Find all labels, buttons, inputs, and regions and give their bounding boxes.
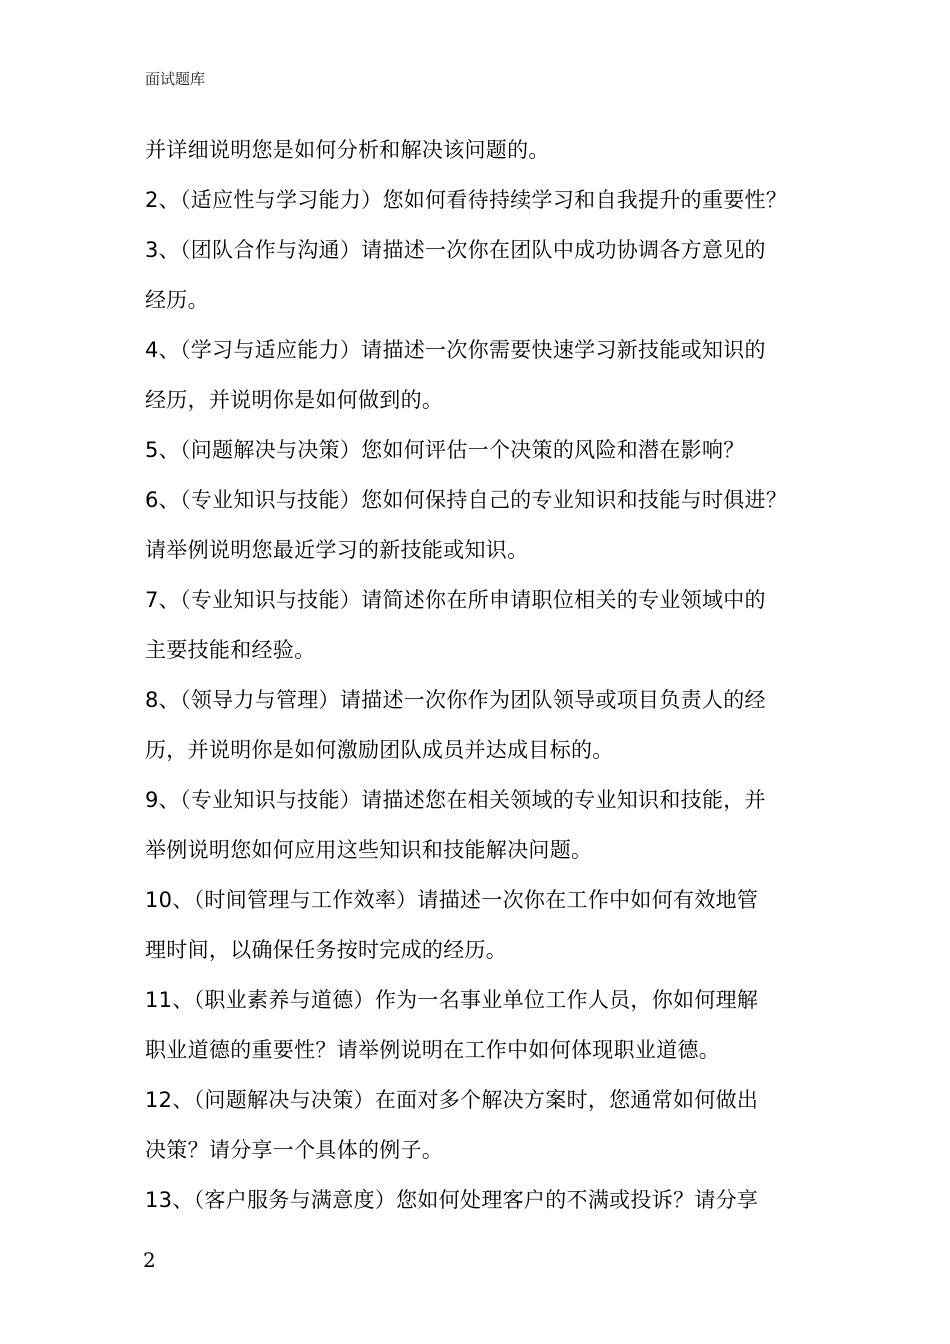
text-line: 主要技能和经验。 — [145, 638, 316, 662]
text-line: 3、（团队合作与沟通）请描述一次你在团队中成功协调各方意见的 — [145, 238, 766, 262]
text-line: 5、（问题解决与决策）您如何评估一个决策的风险和潜在影响？ — [145, 438, 745, 462]
text-line: 经历。 — [145, 288, 209, 312]
text-line: 7、（专业知识与技能）请简述你在所申请职位相关的专业领域中的 — [145, 588, 766, 612]
text-line: 并详细说明您是如何分析和解决该问题的。 — [145, 138, 550, 162]
page-number: 2 — [143, 1248, 156, 1272]
text-line: 经历，并说明你是如何做到的。 — [145, 388, 444, 412]
text-line: 4、（学习与适应能力）请描述一次你需要快速学习新技能或知识的 — [145, 338, 766, 362]
text-line: 9、（专业知识与技能）请描述您在相关领域的专业知识和技能，并 — [145, 788, 766, 812]
text-line: 历，并说明你是如何激励团队成员并达成目标的。 — [145, 738, 614, 762]
text-line: 2、（适应性与学习能力）您如何看待持续学习和自我提升的重要性？ — [145, 188, 788, 212]
text-line: 举例说明您如何应用这些知识和技能解决问题。 — [145, 838, 593, 862]
text-line: 职业道德的重要性？请举例说明在工作中如何体现职业道德。 — [145, 1038, 721, 1062]
text-line: 11、（职业素养与道德）作为一名事业单位工作人员，你如何理解 — [145, 988, 759, 1012]
page-header: 面试题库 — [145, 70, 206, 88]
text-line: 理时间，以确保任务按时完成的经历。 — [145, 938, 508, 962]
text-line: 10、（时间管理与工作效率）请描述一次你在工作中如何有效地管 — [145, 888, 759, 912]
document-body — [145, 130, 825, 1230]
text-line: 决策？请分享一个具体的例子。 — [145, 1138, 444, 1162]
text-line: 6、（专业知识与技能）您如何保持自己的专业知识和技能与时俱进？ — [145, 488, 788, 512]
text-line: 13、（客户服务与满意度）您如何处理客户的不满或投诉？请分享 — [145, 1188, 759, 1212]
text-line: 12、（问题解决与决策）在面对多个解决方案时，您通常如何做出 — [145, 1088, 759, 1112]
text-line: 请举例说明您最近学习的新技能或知识。 — [145, 538, 529, 562]
text-line: 8、（领导力与管理）请描述一次你作为团队领导或项目负责人的经 — [145, 688, 766, 712]
